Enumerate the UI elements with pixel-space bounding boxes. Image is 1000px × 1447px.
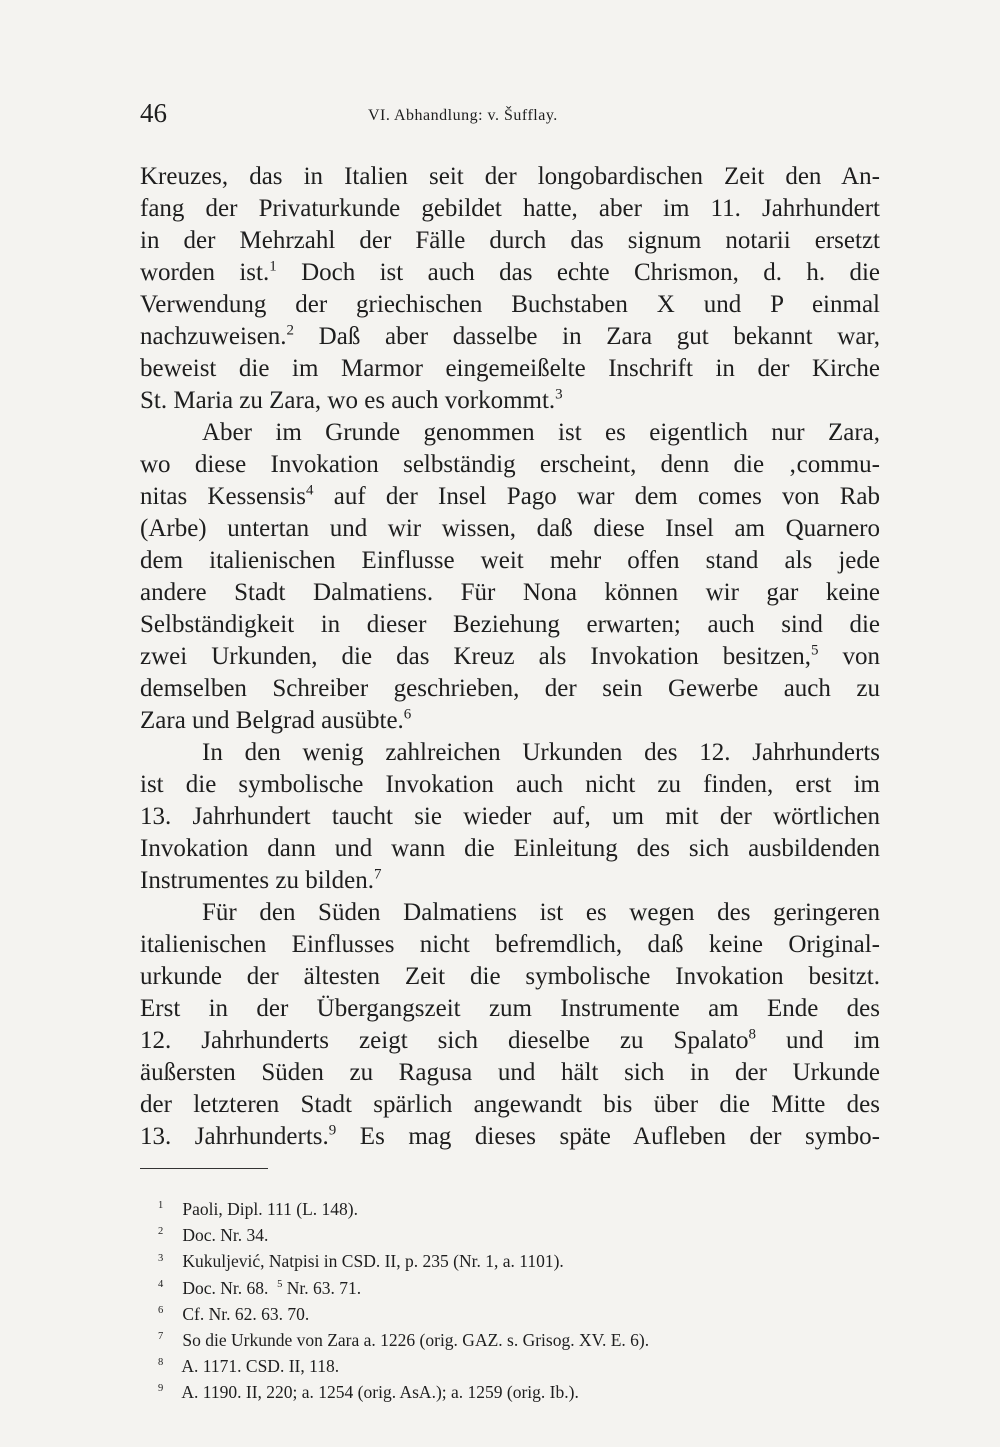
running-title: VI. Abhandlung: v. Šufflay. [368, 107, 558, 124]
footnote: $^7$ So die Urkunde von Zara a. 1226 (orig. GAZ. s. Grisog. XV. E. 6). [158, 1329, 650, 1350]
text-line: beweist die im Marmor eingemeißelte Inschrift in der Kirche [140, 355, 880, 382]
text-line: 12. Jahrhunderts zeigt sich dieselbe zu Spalato$^8$ und im [140, 1026, 880, 1054]
text-line: Verwendung der griechischen Buchstaben X und P einmal [140, 291, 880, 318]
footnote-number: 5 [277, 1278, 283, 1290]
footnote-text: Doc. Nr. 34. [178, 1225, 269, 1246]
footnote-ref: 8 [748, 1026, 757, 1043]
footnote: $^9$ A. 1190. II, 220; a. 1254 (orig. AsA.); a. 1259 (orig. Ib.). [158, 1382, 579, 1403]
footnote-text: A. 1171. CSD. II, 118. [178, 1356, 340, 1377]
text-line: 13. Jahrhundert taucht sie wieder auf, um mit der wörtlichen [140, 803, 880, 830]
text-line: fang der Privaturkunde gebildet hatte, aber im 11. Jahrhundert [140, 195, 880, 222]
footnote-text: Paoli, Dipl. 111 (L. 148). [178, 1199, 359, 1219]
text-line: worden ist.$^1$ Doch ist auch das echte Chrismon, d. h. die [140, 258, 880, 286]
footnote: $^8$ A. 1171. CSD. II, 118. [158, 1356, 340, 1377]
footnote: $^3$ Kukuljević, Natpisi in CSD. II, p. 235 (Nr. 1, a. 1101). [158, 1251, 564, 1272]
footnote-text: Nr. 63. 71. [282, 1277, 362, 1298]
text-line: St. Maria zu Zara, wo es auch vorkommt.$^3$ [140, 386, 563, 414]
page-header [140, 98, 880, 138]
footnote: $^6$ Cf. Nr. 62. 63. 70. [158, 1303, 310, 1324]
text-line: Für den Süden Dalmatiens ist es wegen des geringeren [202, 899, 880, 926]
text-line: in der Mehrzahl der Fälle durch das signum notarii ersetzt [140, 227, 880, 254]
text-line: dem italienischen Einflusse weit mehr offen stand als jede [140, 547, 880, 574]
footnote-ref: 2 [286, 322, 294, 339]
footnotes [158, 1196, 878, 1406]
text-line: italienischen Einflusses nicht befremdlich, daß keine Original- [140, 931, 880, 958]
footnote-text: Doc. Nr. 68. [178, 1277, 269, 1298]
text-line: äußersten Süden zu Ragusa und hält sich in der Urkunde [140, 1059, 880, 1086]
footnote-ref: 6 [403, 706, 412, 723]
footnote-text: So die Urkunde von Zara a. 1226 (orig. GAZ. s. Grisog. XV. E. 6). [178, 1329, 650, 1350]
footnote-ref: 1 [269, 258, 277, 275]
text-line: Aber im Grunde genommen ist es eigentlich nur Zara, [202, 419, 880, 446]
text-line: demselben Schreiber geschrieben, der sein Gewerbe auch zu [140, 675, 880, 702]
text-line: nachzuweisen.$^2$ Daß aber dasselbe in Zara gut bekannt war, [140, 322, 880, 350]
footnote-ref: 4 [306, 482, 314, 499]
text-line: wo diese Invokation selbständig erscheint, denn die ‚commu- [140, 451, 880, 478]
footnote: $^1$ Paoli, Dipl. 111 (L. 148). [158, 1199, 359, 1219]
text-line: ist die symbolische Invokation auch nicht zu finden, erst im [140, 771, 880, 798]
footnote: $^4$ Doc. Nr. 68. $^5$ Nr. 63. 71. [158, 1277, 362, 1298]
footnote-text: Cf. Nr. 62. 63. 70. [178, 1303, 310, 1324]
footnote-ref: 7 [373, 866, 382, 883]
text-line: der letzteren Stadt spärlich angewandt bis über die Mitte des [140, 1091, 880, 1118]
text-line: Invokation dann und wann die Einleitung des sich ausbildenden [140, 835, 880, 862]
footnote: $^2$ Doc. Nr. 34. [158, 1225, 269, 1246]
main-text [140, 161, 880, 1153]
text-line: andere Stadt Dalmatiens. Für Nona können wir gar keine [140, 579, 880, 606]
text-line: Erst in der Übergangszeit zum Instrumente am Ende des [140, 995, 880, 1022]
text-line: urkunde der ältesten Zeit die symbolische Invokation besitzt. [140, 963, 880, 990]
footnote-separator [140, 1168, 268, 1169]
footnote-text: A. 1190. II, 220; a. 1254 (orig. AsA.); a. 1259 (orig. Ib.). [178, 1382, 579, 1403]
text-line: Zara und Belgrad ausübte.$^6$ [140, 706, 412, 734]
footnote-ref: 5 [810, 642, 819, 659]
text-line: In den wenig zahlreichen Urkunden des 12. Jahrhunderts [202, 739, 880, 766]
text-line: zwei Urkunden, die das Kreuz als Invokation besitzen,$^5$ von [140, 642, 881, 670]
footnote-text: Kukuljević, Natpisi in CSD. II, p. 235 (Nr. 1, a. 1101). [178, 1251, 564, 1272]
footnote-ref: 9 [328, 1122, 337, 1139]
footnote-ref: 3 [555, 386, 563, 403]
text-line: Selbständigkeit in dieser Beziehung erwarten; auch sind die [140, 611, 880, 638]
text-line: Kreuzes, das in Italien seit der longobardischen Zeit den An- [140, 163, 880, 190]
text-line: (Arbe) untertan und wir wissen, daß diese Insel am Quarnero [140, 515, 880, 542]
text-line: nitas Kessensis$^4$ auf der Insel Pago war dem comes von Rab [140, 482, 880, 510]
page-number: 46 [140, 98, 167, 128]
text-line: Instrumentes zu bilden.$^7$ [140, 866, 382, 894]
text-line: 13. Jahrhunderts.$^9$ Es mag dieses späte Aufleben der symbo- [140, 1122, 880, 1150]
